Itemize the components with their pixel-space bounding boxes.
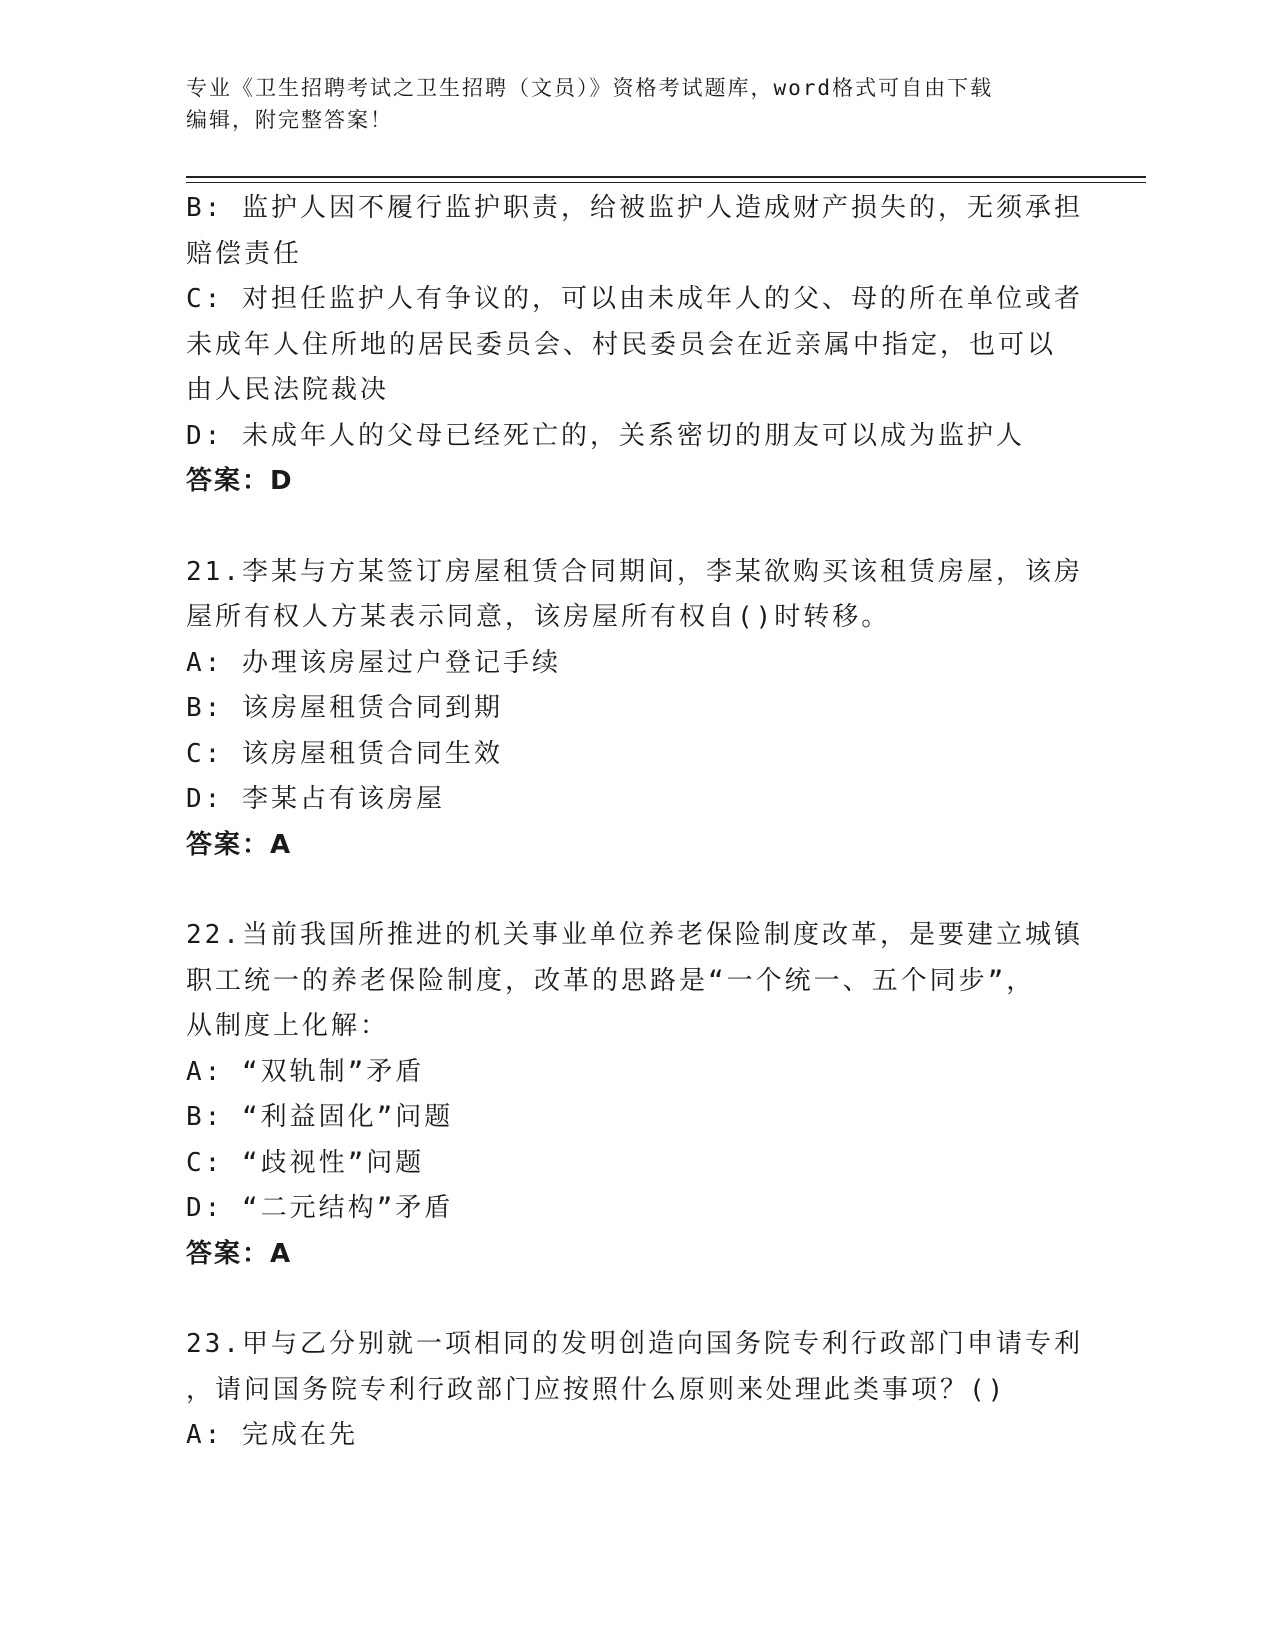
option-line: A: “双轨制”矛盾 <box>186 1056 425 1087</box>
header-divider-thin <box>186 182 1146 183</box>
question-gap <box>186 1277 1086 1322</box>
option-line: B: “利益固化”问题 <box>186 1102 454 1132</box>
option-line: B: 该房屋租赁合同到期 <box>186 693 503 723</box>
option-line: A: 办理该房屋过户登记手续 <box>186 647 561 678</box>
header-line: 专业《卫生招聘考试之卫生招聘（文员）》资格考试题库，word格式可自由下载 <box>186 76 994 100</box>
option-d-line: D: 未成年人的父母已经死亡的，关系密切的朋友可以成为监护人 <box>186 420 1025 451</box>
answer-line: 答案：A <box>186 829 293 860</box>
option-line: A: 完成在先 <box>186 1420 358 1450</box>
option-line: D: “二元结构”矛盾 <box>186 1193 454 1223</box>
question-23-block <box>186 1322 1086 1459</box>
option-line: C: 该房屋租赁合同生效 <box>186 738 503 769</box>
header-divider-thick <box>186 176 1146 178</box>
option-c-line: 未成年人住所地的居民委员会、村民委员会在近亲属中指定，也可以 <box>186 329 1057 360</box>
option-c-line: 由人民法院裁决 <box>186 375 390 405</box>
option-b-line: 赔偿责任 <box>186 238 303 269</box>
question-stem-line: 屋所有权人方某表示同意，该房屋所有权自()时转移。 <box>186 602 891 632</box>
question-stem-line: 职工统一的养老保险制度，改革的思路是“一个统一、五个同步”， <box>186 965 1036 996</box>
question-stem-line: 从制度上化解： <box>186 1011 390 1041</box>
question-stem-line: 21.李某与方某签订房屋租赁合同期间，李某欲购买该租赁房屋，该房 <box>186 556 1083 587</box>
option-line: D: 李某占有该房屋 <box>186 784 445 814</box>
option-b-line: B: 监护人因不履行监护职责，给被监护人造成财产损失的，无须承担 <box>186 193 1083 223</box>
question-22-block <box>186 913 1086 1277</box>
question-gap <box>186 868 1086 913</box>
option-line: C: “歧视性”问题 <box>186 1147 425 1178</box>
header-line: 编辑，附完整答案！ <box>186 108 393 132</box>
document-header <box>186 72 1086 136</box>
question-21-block <box>186 550 1086 869</box>
option-c-line: C: 对担任监护人有争议的，可以由未成年人的父、母的所在单位或者 <box>186 284 1083 314</box>
question-stem-line: ，请问国务院专利行政部门应按照什么原则来处理此类事项？() <box>186 1374 1007 1405</box>
previous-question-block <box>186 186 1086 505</box>
answer-line: 答案：A <box>186 1238 293 1269</box>
question-gap <box>186 505 1086 550</box>
question-stem-line: 23.甲与乙分别就一项相同的发明创造向国务院专利行政部门申请专利 <box>186 1329 1083 1359</box>
question-content <box>186 186 1086 1459</box>
answer-line: 答案：D <box>186 466 294 496</box>
question-stem-line: 22.当前我国所推进的机关事业单位养老保险制度改革，是要建立城镇 <box>186 920 1083 950</box>
